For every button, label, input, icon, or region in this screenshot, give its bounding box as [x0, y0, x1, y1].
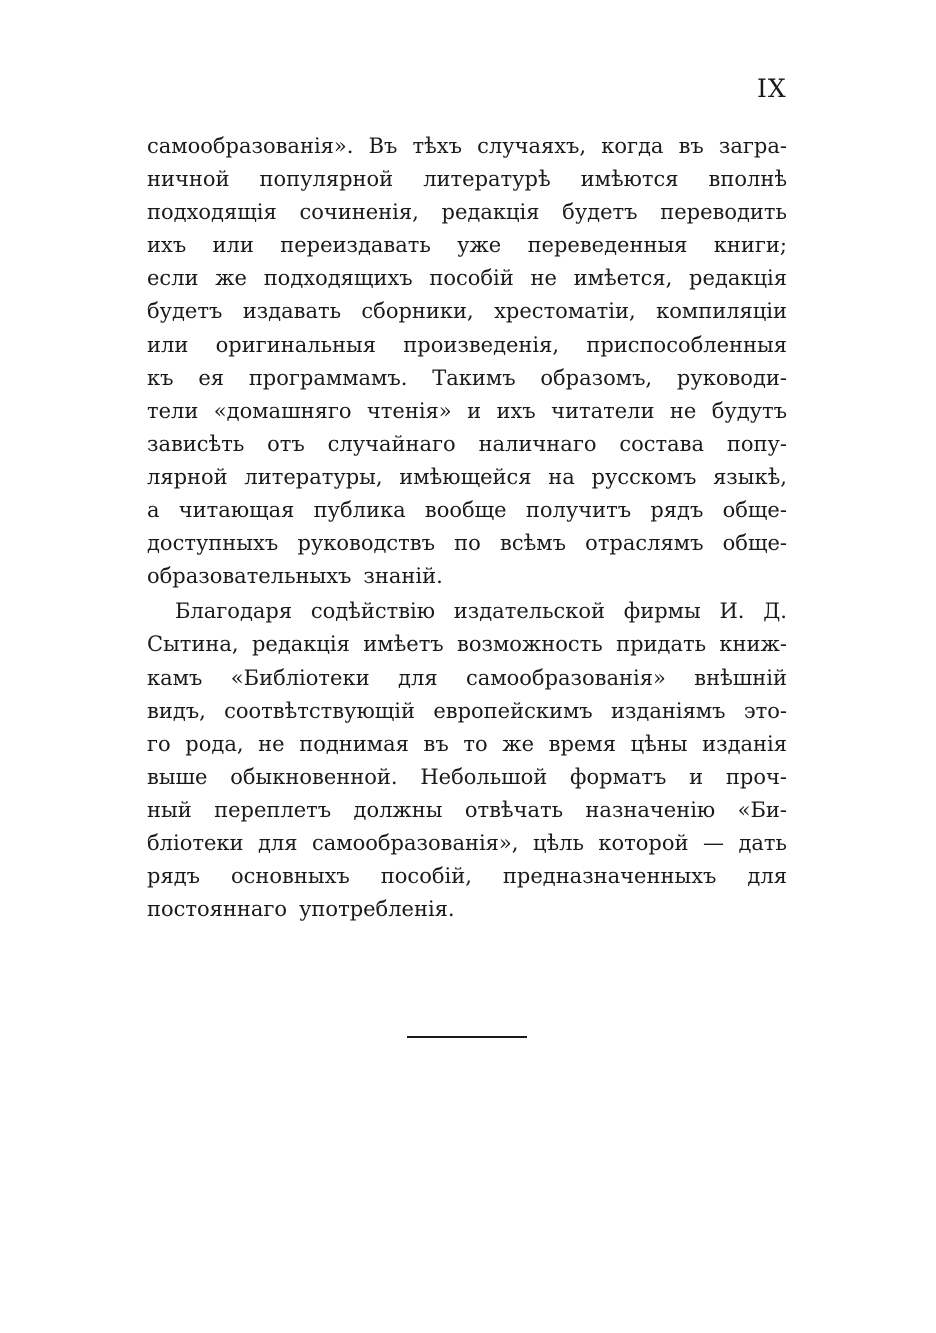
section-end-rule	[407, 1036, 527, 1038]
text-line: бліотеки для самообразованія», цѣль которой — дать	[147, 830, 787, 855]
text-line: Благодаря содѣйствію издательской фирмы И. Д.	[175, 599, 787, 624]
text-line: лярной литературы, имѣющейся на русскомъ языкѣ,	[147, 464, 787, 489]
text-line: ный переплетъ должны отвѣчать назначенію «Би-	[147, 797, 787, 822]
text-line: подходящія сочиненія, редакція будетъ переводить	[147, 200, 787, 225]
paragraph-2	[147, 595, 787, 926]
text-line: будетъ издавать сборники, хрестоматіи, компиляціи	[147, 299, 787, 324]
text-line: видъ, соотвѣтствующій европейскимъ изданіямъ это-	[147, 698, 787, 723]
text-line: ихъ или переиздавать уже переведенныя книги;	[147, 233, 787, 258]
text-line: или оригинальныя произведенія, приспособленныя	[147, 332, 787, 357]
text-line: постояннаго употребленія.	[147, 897, 455, 922]
text-line: образовательныхъ знаній.	[147, 564, 443, 589]
text-line: зависѣть отъ случайнаго наличнаго состава попу-	[147, 431, 787, 456]
text-line: тели «домашняго чтенія» и ихъ читатели не будутъ	[147, 398, 787, 423]
text-line: а читающая публика вообще получитъ рядъ обще-	[147, 498, 787, 523]
text-line: къ ея программамъ. Такимъ образомъ, руководи-	[147, 365, 787, 390]
text-line: го рода, не поднимая въ то же время цѣны изданія	[147, 731, 787, 756]
text-line: Сытина, редакція имѣетъ возможность придать книж-	[147, 632, 787, 657]
text-line: рядъ основныхъ пособій, предназначенныхъ для	[147, 864, 787, 889]
text-line: если же подходящихъ пособій не имѣется, редакція	[147, 266, 787, 291]
text-line: выше обыкновенной. Небольшой форматъ и проч-	[147, 764, 787, 789]
page-number: IX	[757, 74, 787, 103]
text-line: доступныхъ руководствъ по всѣмъ отраслямъ обще-	[147, 531, 787, 556]
text-line: ничной популярной литературѣ имѣются вполнѣ	[147, 167, 787, 192]
text-line: самообразованія». Въ тѣхъ случаяхъ, когда въ загра-	[147, 134, 787, 158]
body-text	[147, 130, 787, 926]
text-line: камъ «Библіотеки для самообразованія» внѣшній	[147, 665, 787, 690]
paragraph-1	[147, 130, 787, 593]
